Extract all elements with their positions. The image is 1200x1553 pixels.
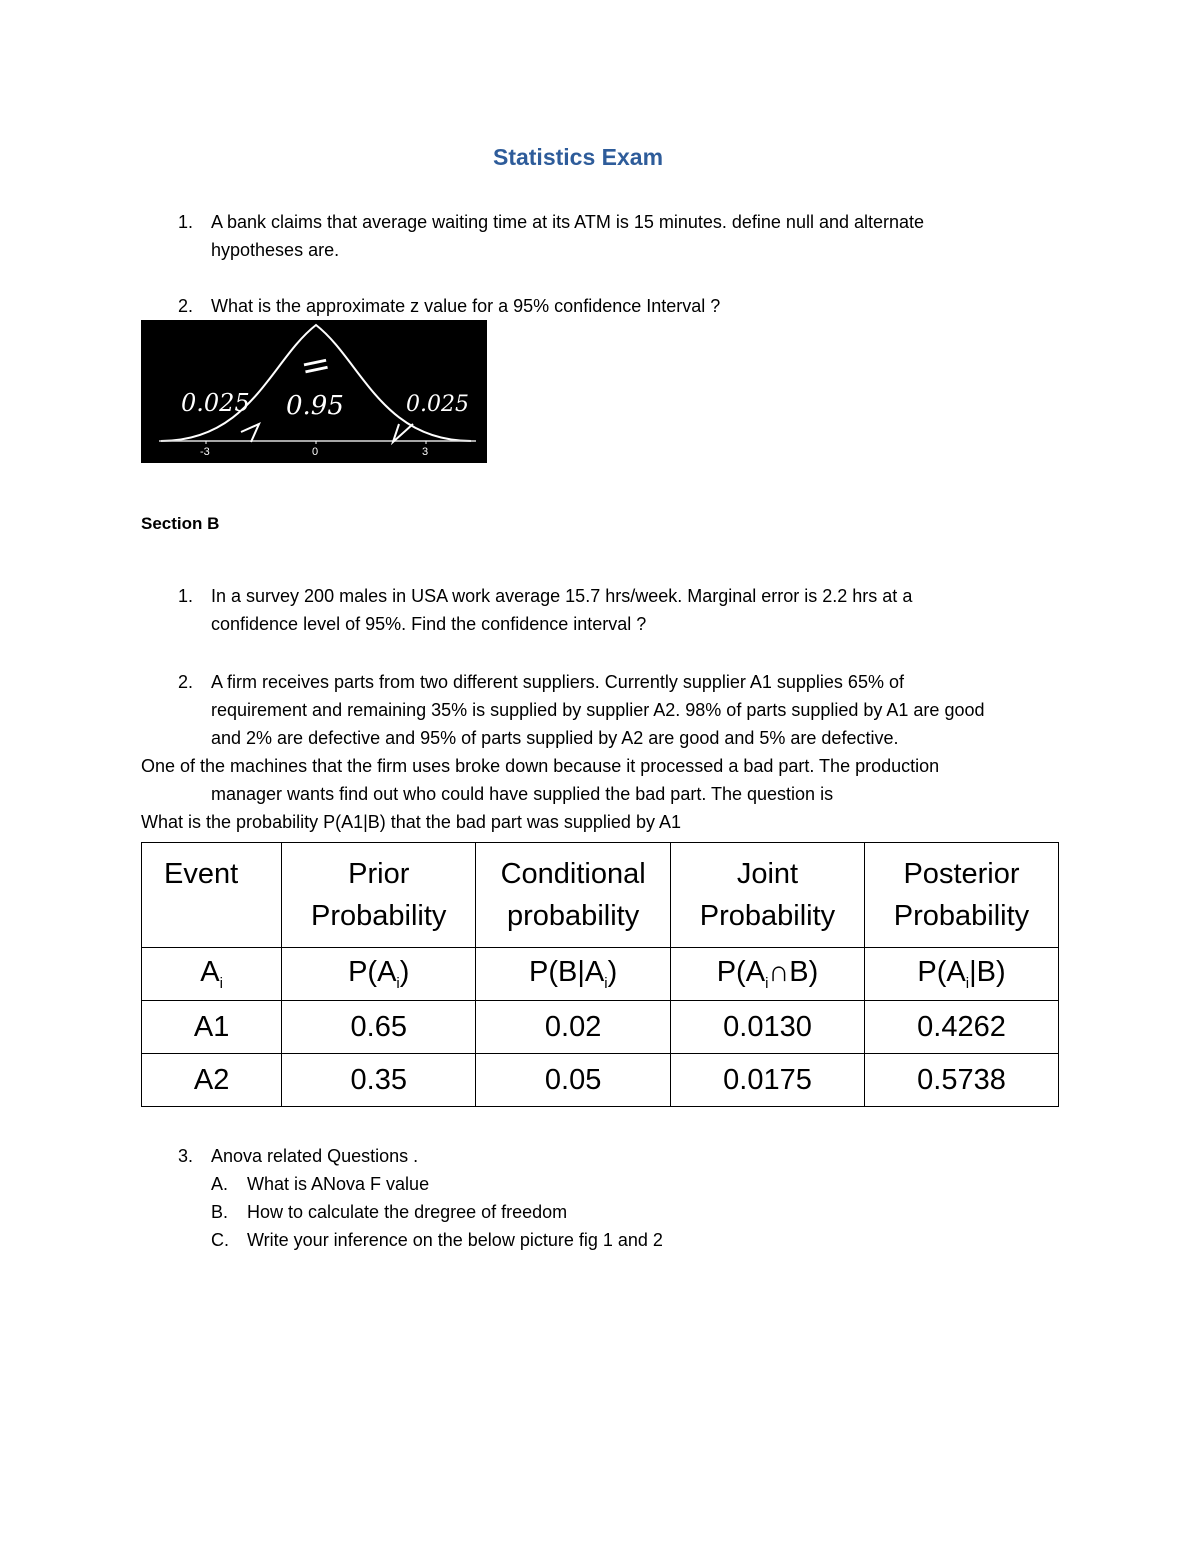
question-text: What is the approximate z value for a 95% confidence Interval ? [211, 296, 721, 316]
sub-question-text: What is ANova F value [247, 1174, 430, 1194]
header-posterior: Posterior Probability [864, 843, 1058, 948]
symbol-joint: $P(A_i\cap B)$ [671, 948, 865, 1001]
bayes-table [141, 842, 1059, 1107]
table-symbol-row [142, 948, 1059, 1001]
cell-posterior: 0.4262 [864, 1001, 1058, 1054]
cell-conditional: 0.02 [476, 1001, 671, 1054]
sub-question-letter: B. [211, 1202, 229, 1222]
cell-joint: 0.0175 [671, 1054, 865, 1107]
sub-question-text: Write your inference on the below picture fig 1 and 2 [247, 1230, 663, 1250]
cell-conditional: 0.05 [476, 1054, 671, 1107]
question-text-continued: What is the probability P(A1|B) that the bad part was supplied by A1 [141, 812, 681, 832]
sub-question-letter: C. [211, 1230, 229, 1250]
header-prior: Prior Probability [282, 843, 476, 948]
symbol-event: $A_i$ [142, 948, 282, 1001]
question-text-continued: hypotheses are. [211, 240, 340, 260]
question-text: A firm receives parts from two different suppliers. Currently supplier A1 supplies 65% of [211, 672, 904, 692]
tick-label-right: 3 [422, 446, 429, 458]
table-row [142, 1001, 1059, 1054]
table-row [142, 1054, 1059, 1107]
normal-curve-svg [141, 320, 487, 463]
page-title: Statistics Exam [492, 144, 664, 170]
right-arrow-mark [393, 424, 413, 442]
symbol-prior: $P(A_i)$ [282, 948, 476, 1001]
tick-label-left: -3 [200, 446, 210, 458]
symbol-conditional: $P(B|A_i)$ [476, 948, 671, 1001]
sub-question-text: How to calculate the dregree of freedom [247, 1202, 568, 1222]
tick-label-center: 0 [312, 446, 319, 458]
question-text-continued: and 2% are defective and 95% of parts supplied by A2 are good and 5% are defective. [211, 728, 899, 748]
question-number: 2. [177, 672, 193, 692]
symbol-posterior: $P(A_i|B)$ [864, 948, 1058, 1001]
right-tail-label: 0.025 [406, 392, 469, 417]
left-tail-label: 0.025 [181, 389, 250, 417]
question-text-continued: manager wants find out who could have supplied the bad part. The question is [211, 784, 834, 804]
section-b-heading: Section B [141, 514, 220, 533]
normal-curve-figure [141, 320, 487, 463]
cell-prior: 0.65 [282, 1001, 476, 1054]
question-text-continued: One of the machines that the firm uses broke down because it processed a bad part. The production [141, 756, 940, 776]
left-arrow-mark [241, 424, 259, 442]
question-text: In a survey 200 males in USA work average 15.7 hrs/week. Marginal error is 2.2 hrs at a [211, 586, 913, 606]
equals-sign: = [296, 342, 335, 390]
cell-event: A2 [142, 1054, 282, 1107]
table-header-row [142, 843, 1059, 948]
question-number: 1. [177, 586, 193, 606]
header-conditional: Conditional probability [476, 843, 671, 948]
question-text: A bank claims that average waiting time at its ATM is 15 minutes. define null and alternate [211, 212, 925, 232]
question-text-continued: requirement and remaining 35% is supplied by supplier A2. 98% of parts supplied by A1 are good [211, 700, 985, 720]
question-number: 1. [177, 212, 193, 232]
question-text-continued: confidence level of 95%. Find the confidence interval ? [211, 614, 647, 634]
center-area-label: 0.95 [286, 391, 344, 421]
header-joint: Joint Probability [671, 843, 865, 948]
question-text: Anova related Questions . [211, 1146, 419, 1166]
cell-joint: 0.0130 [671, 1001, 865, 1054]
cell-event: A1 [142, 1001, 282, 1054]
question-number: 3. [177, 1146, 193, 1166]
sub-question-letter: A. [211, 1174, 229, 1194]
cell-prior: 0.35 [282, 1054, 476, 1107]
cell-posterior: 0.5738 [864, 1054, 1058, 1107]
header-event: Event [142, 843, 282, 948]
question-number: 2. [177, 296, 193, 316]
